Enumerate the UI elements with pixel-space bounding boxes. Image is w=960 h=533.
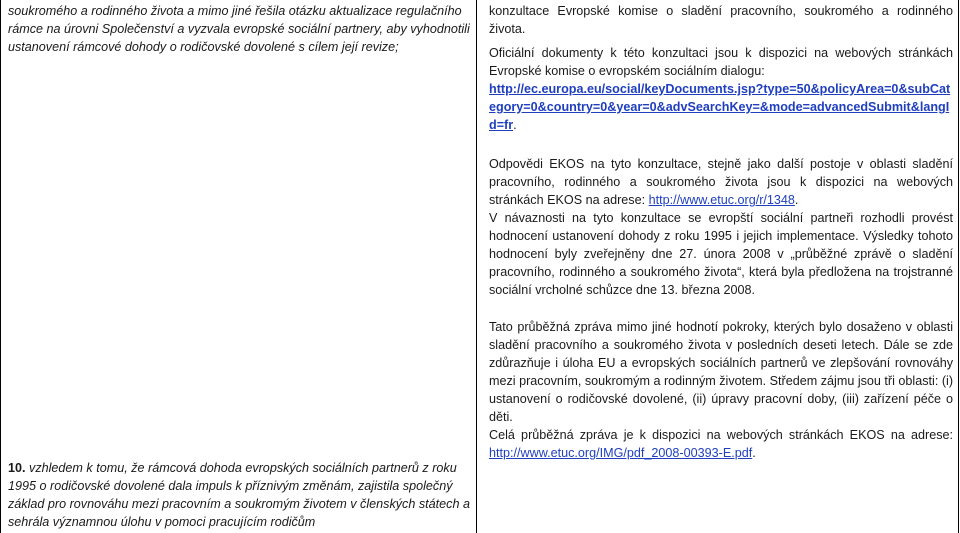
table-border-left (0, 0, 1, 533)
etuc-responses-text: Odpovědi EKOS na tyto konzultace, stejně jako další postoje v oblasti sladění pracovního, rodinného a soukromého života jsou k dispozici na webových stránkách EKOS na adrese: (489, 157, 953, 207)
full-report-text: Celá průběžná zpráva je k dispozici na webových stránkách EKOS na adrese: (489, 428, 953, 442)
footnote-text-2: Oficiální dokumenty k této konzultaci jsou k dispozici na webových stránkách Evropské komise o evropském sociálním dialogu: (489, 46, 953, 78)
evaluation-text: V návaznosti na tyto konzultace se evropští sociální partneři rozhodli provést hodnocení ustanovení dohody z roku 1995 i jejich implementace. Výsledky tohoto hodnocení byly zveřejněny dne 27. února 2008 v „průběžné zprávě o sladění pracovního, rodinného a soukromého života“, která byla předložena na trojstranné sociální vrcholné schůzce dne 13. března 2008. (489, 211, 953, 297)
ec-documents-link[interactable]: http://ec.europa.eu/social/keyDocuments.jsp?type=50&policyArea=0&subCategory=0&country=0&year=0&advSearchKey=&mode=advancedSubmit&langId=fr (489, 82, 951, 132)
table-border-right (958, 0, 959, 533)
recital-10 (8, 459, 470, 531)
recital-number: 10. (8, 461, 26, 475)
etuc-link[interactable]: http://www.etuc.org/r/1348 (648, 193, 795, 207)
left-column (8, 2, 470, 529)
etuc-pdf-link[interactable]: http://www.etuc.org/IMG/pdf_2008-00393-E.pdf (489, 446, 753, 460)
footnote-text-1: konzultace Evropské komise o sladění pracovního, soukromého a rodinného života. (489, 4, 953, 36)
url-period: . (794, 193, 799, 207)
recital-text: vzhledem k tomu, že rámcová dohoda evropských sociálních partnerů z roku 1995 o rodičovské dovolené dala impuls k příznivým změnám, zajistila společný základ pro rovnováhu mezi pracovním a soukromým životem v členských státech a sehrála významnou úlohu v pomoci pracujícím rodičům (8, 461, 470, 529)
footnote-block-3 (489, 318, 953, 462)
interim-report-text: Tato průběžná zpráva mimo jiné hodnotí pokroky, kterých bylo dosaženo v oblasti sladění pracovního a soukromého života v posledních deseti letech. Dále se zde zdůrazňuje i úloha EU a evropských sociálních partnerů ve zlepšování rovnováhy mezi pracovním, soukromým a rodinným životem. Středem zájmu jsou tři oblasti: (i) ustanovení o rodičovské dovolené, (ii) úpravy pracovní doby, (iii) zařízení péče o děti. (489, 320, 954, 424)
url-period: . (752, 446, 756, 460)
footnote-block-2 (489, 155, 953, 299)
table-border-middle (476, 0, 477, 533)
url-period: . (513, 118, 517, 132)
recital-continuation: soukromého a rodinného života a mimo jiné řešila otázku aktualizace regulačního rámce na úrovni Společenství a vyzvala evropské sociální partnery, aby vyhodnotili ustanovení rámcové dohody o rodičovské dovolené s cílem její revize; (8, 4, 470, 54)
footnote-block-1 (489, 2, 953, 134)
